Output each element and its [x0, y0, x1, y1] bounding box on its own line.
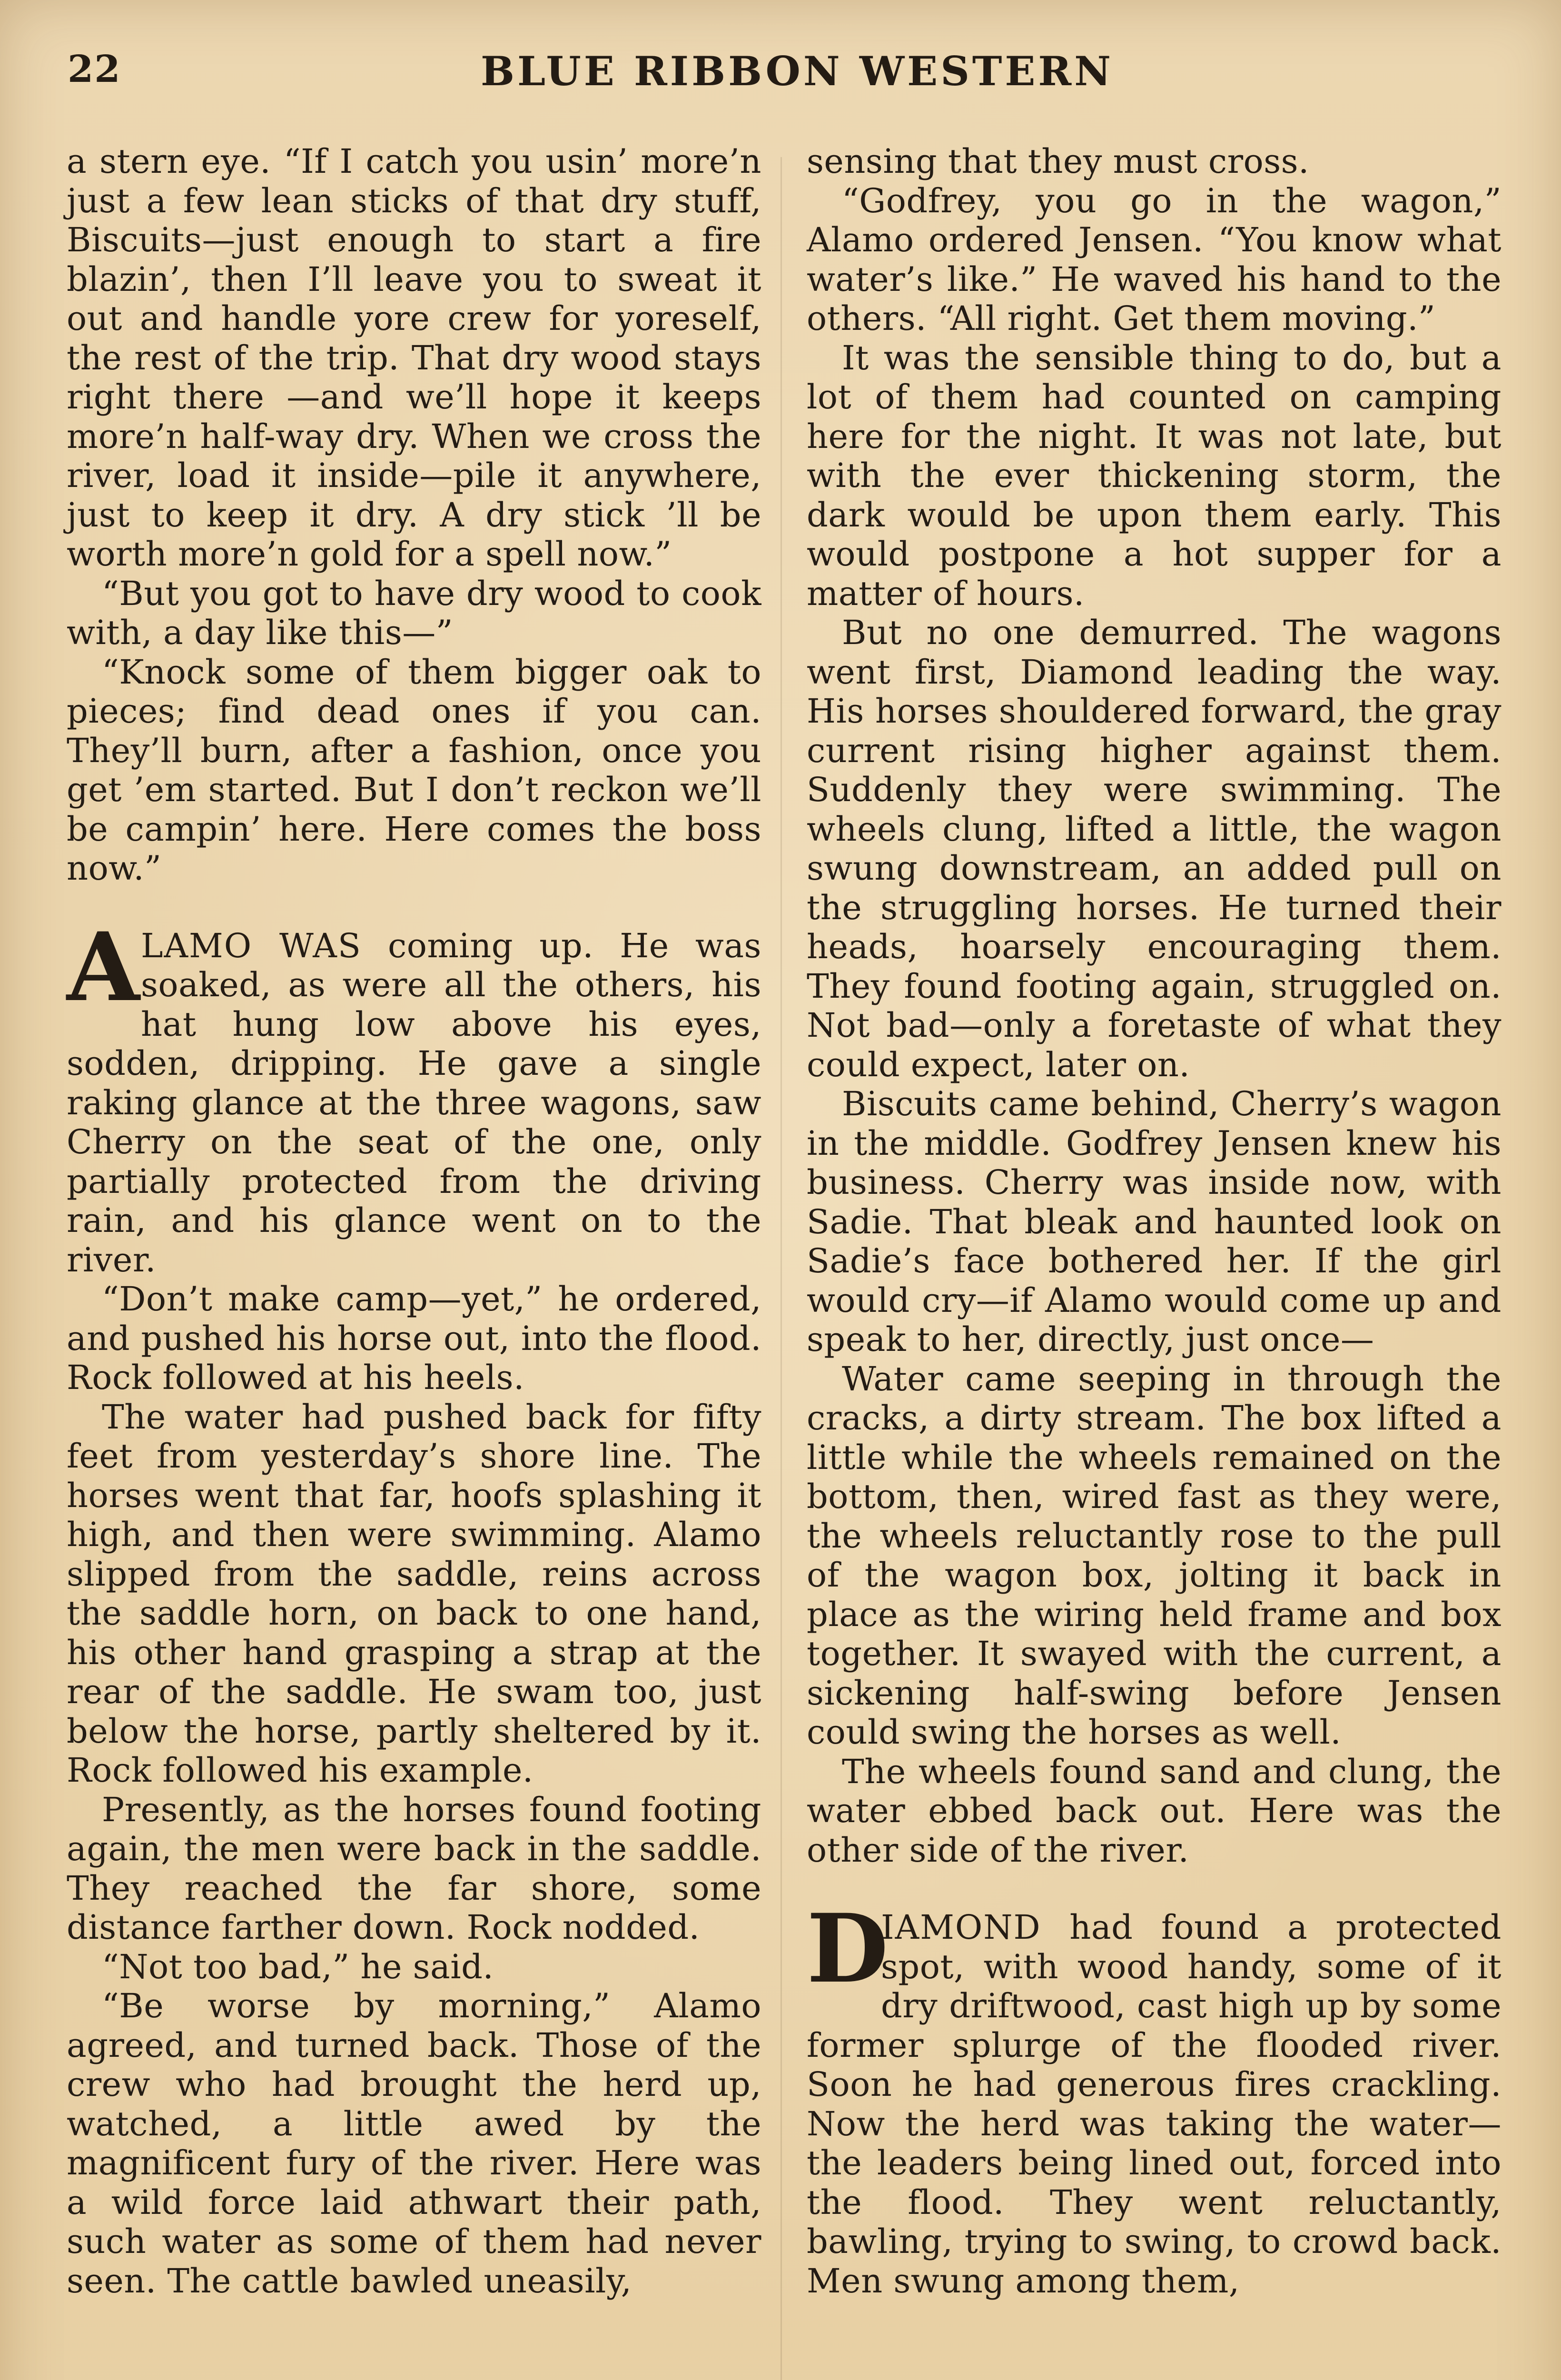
- paragraph: “Knock some of them bigger oak to pieces; find dead ones if you can. They’ll burn, after a fashion, once you get ’em started. But I don’t reckon we’ll be campin’ here. Here comes the boss now.”: [67, 652, 761, 888]
- paragraph: “Not too bad,” he said.: [102, 1947, 494, 1986]
- paragraph: “Don’t make camp—yet,” he ordered, and pushed his horse out, into the flood. Rock followed at his heels.: [67, 1279, 761, 1397]
- paragraph: “Godfrey, you go in the wagon,” Alamo ordered Jensen. “You know what water’s like.” He waved his hand to the others. “All right. Get them moving.”: [807, 181, 1502, 338]
- paragraph: “But you got to have dry wood to cook with, a day like this—”: [67, 574, 761, 652]
- drop-cap: A: [67, 911, 140, 1022]
- paragraph: a stern eye. “If I catch you usin’ more’n just a few lean sticks of that dry stuff, Biscuits—just enough to start a fire blazin’, then I’ll leave you to sweat it out and handle yore crew for yoreself, the rest of the trip. That dry wood stays right there —and we’ll hope it keeps more’n half-way dry. When we cross the river, load it inside—pile it anywhere, just to keep it dry. A dry stick ’ll be worth more’n gold for a spell now.”: [67, 142, 761, 574]
- section-break: [807, 1893, 1502, 2301]
- paragraph: The water had pushed back for fifty feet from yesterday’s shore line. The horses went that far, hoofs splashing it high, and then were swimming. Alamo slipped from the saddle, reins across the saddle horn, on back to one hand, his other hand grasping a strap at the rear of the saddle. He swam too, just below the horse, partly sheltered by it. Rock followed his example.: [67, 1397, 761, 1790]
- section-opening-paragraph: [67, 911, 761, 1280]
- paragraph: It was the sensible thing to do, but a lot of them had counted on camping here for the night. It was not late, but with the ever thickening storm, the dark would be upon them early. This would postpone a hot supper for a matter of hours.: [807, 338, 1502, 613]
- paragraph: Presently, as the horses found footing again, the men were back in the saddle. They reached the far shore, some distance farther down. Rock nodded.: [67, 1790, 761, 1947]
- left-column: [67, 142, 761, 2301]
- paragraph: But no one demurred. The wagons went first, Diamond leading the way. His horses shouldered forward, the gray current rising higher against them. Suddenly they were swimming. The wheels clung, lifted a little, the wagon swung downstream, an added pull on the struggling horses. He turned their heads, hoarsely encouraging them. They found footing again, struggled on. Not bad—only a foretaste of what they could expect, later on.: [807, 613, 1502, 1084]
- section-opening-paragraph: [807, 1893, 1502, 2301]
- section-break: [67, 911, 761, 1280]
- right-column: [807, 142, 1502, 2301]
- paragraph: Biscuits came behind, Cherry’s wagon in the middle. Godfrey Jensen knew his business. Cherry was inside now, with Sadie. That bleak and haunted look on Sadie’s face bothered her. If the girl would cry—if Alamo would come up and speak to her, directly, just once—: [807, 1084, 1502, 1359]
- paragraph-text: had found a protected spot, with wood handy, some of it dry driftwood, cast high up by some former splurge of the flooded river. Soon he had generous fires crackling. Now the herd was taking the water—the leaders being lined out, forced into the flood. They went reluctantly, bawling, trying to swing, to crowd back. Men swung among them,: [807, 1908, 1502, 2301]
- page-header: [0, 48, 1561, 105]
- lead-in: LAMO WAS: [141, 926, 362, 965]
- lead-in: IAMOND: [881, 1908, 1041, 1947]
- column-divider: [780, 157, 782, 2380]
- paragraph: Water came seeping in through the cracks, a dirty stream. The box lifted a little while the wheels remained on the bottom, then, wired fast as they were, the wheels reluctantly rose to the pull of the wagon box, jolting it back in place as the wiring held frame and box together. It swayed with the current, a sickening half-swing before Jensen could swing the horses as well.: [807, 1359, 1502, 1752]
- running-head: BLUE RIBBON WESTERN: [481, 48, 1114, 95]
- drop-cap: D: [807, 1893, 889, 2004]
- page-number: 22: [68, 48, 121, 91]
- paragraph: “Be worse by morning,” Alamo agreed, and turned back. Those of the crew who had brought the herd up, watched, a little awed by the magnificent fury of the river. Here was a wild force laid athwart their path, such water as some of them had never seen. The cattle bawled uneasily,: [67, 1986, 761, 2301]
- paragraph: sensing that they must cross.: [807, 142, 1309, 181]
- paragraph-text: coming up. He was soaked, as were all the others, his hat hung low above his eyes, sodden, dripping. He gave a single raking glance at the three wagons, saw Cherry on the seat of the one, only partially protected from the driving rain, and his glance went on to the river.: [67, 926, 761, 1279]
- paragraph: The wheels found sand and clung, the water ebbed back out. Here was the other side of the river.: [807, 1752, 1502, 1870]
